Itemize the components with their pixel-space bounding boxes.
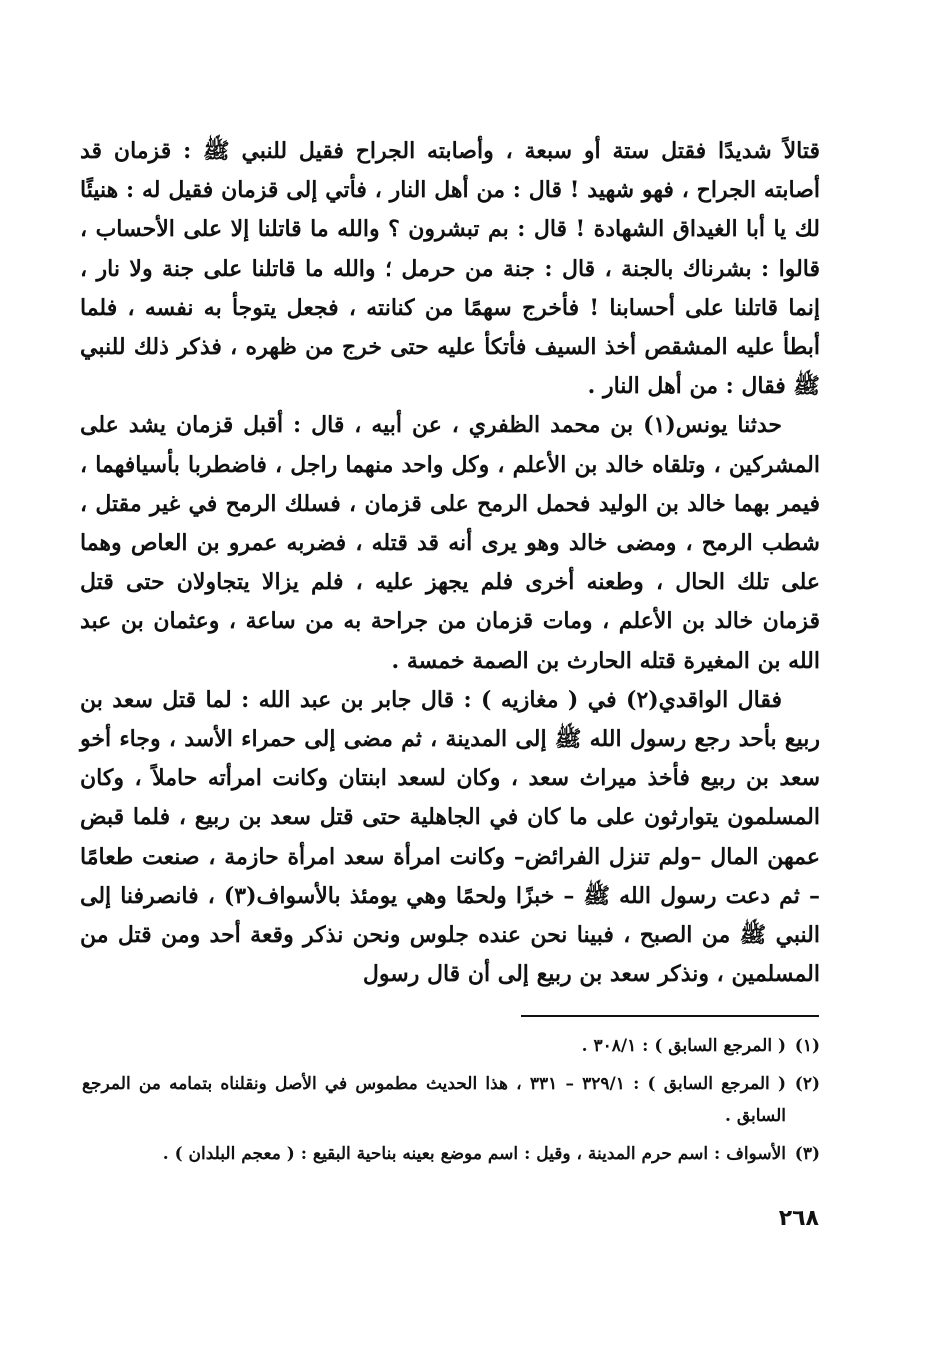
page-number: ٢٦٨ bbox=[778, 1206, 819, 1231]
footnote-2 bbox=[82, 1068, 820, 1132]
footnote-1 bbox=[82, 1030, 820, 1062]
footnote-number: (٣) bbox=[794, 1144, 820, 1164]
paragraph-3: فقال الواقدي(٢) في ( مغازيه ) : قال جابر بن عبد الله : لما قتل سعد بن ربيع بأحد رجع رسول الله ﷺ إلى المدينة ، ثم مضى إلى حمراء الأسد ، وجاء أخو سعد بن ربيع فأخذ ميراث سعد ، وكان لسعد ابنتان وكانت امرأته حاملاً ، وكان المسلمون يتوارثون على ما كان في الجاهلية حتى قتل سعد بن ربيع ، فلما قبض عمهن المال –ولم تنزل الفرائض– وكانت امرأة سعد امرأة حازمة ، صنعت طعامًا – ثم دعت رسول الله ﷺ – خبزًا ولحمًا وهي يومئذ بالأسواف(٣) ، فانصرفنا إلى النبي ﷺ من الصبح ، فبينا نحن عنده جلوس ونحن نذكر وقعة أحد ومن قتل من المسلمين ، ونذكر سعد بن ربيع إلى أن قال رسول bbox=[80, 686, 820, 988]
footnote-divider bbox=[521, 1015, 819, 1017]
paragraph-2: حدثنا يونس(١) بن محمد الظفري ، عن أبيه ، قال : أقبل قزمان يشد على المشركين ، وتلقاه خالد بن الأعلم ، وكل واحد منهما راجل ، فاضطربا بأسيافهما ، فيمر بهما خالد بن الوليد فحمل الرمح على قزمان ، فسلك الرمح في غير مقتل ، شطب الرمح ، ومضى خالد وهو يرى أنه قد قتله ، فضربه عمرو بن العاص وهما على تلك الحال ، وطعنه أخرى فلم يجهز عليه ، فلم يزالا يتجاولان حتى قتل قزمان خالد بن الأعلم ، ومات قزمان من جراحة به من ساعة ، وعثمان بن عبد الله بن المغيرة قتله الحارث بن الصمة خمسة . bbox=[80, 412, 820, 674]
footnote-number: (١) bbox=[794, 1036, 820, 1056]
footnote-number: (٢) bbox=[794, 1074, 821, 1094]
footnotes bbox=[82, 1030, 820, 1176]
footnote-3 bbox=[82, 1138, 820, 1170]
footnote-text: ( المرجع السابق ) : ٣٠٨/١ . bbox=[581, 1036, 786, 1056]
paragraph-1: قتالاً شديدًا فقتل ستة أو سبعة ، وأصابته الجراح فقيل للنبي ﷺ : قزمان قد أصابته الجراح ، فهو شهيد ! قال : من أهل النار ، فأتي إلى قزمان فقيل له : هنيئًا لك يا أبا الغيداق الشهادة ! قال : بم تبشرون ؟ والله ما قاتلنا إلا على الأحساب ، قالوا : بشرناك بالجنة ، قال : جنة من حرمل ؛ والله ما قاتلنا على جنة ولا نار ، إنما قاتلنا على أحسابنا ! فأخرج سهمًا من كنانته ، فجعل يتوجأ به نفسه ، فلما أبطأ عليه المشقص أخذ السيف فأتكأ عليه حتى خرج من ظهره ، فذكر ذلك للنبي ﷺ فقال : من أهل النار . bbox=[80, 138, 820, 400]
footnote-text: الأسواف : اسم حرم المدينة ، وقيل : اسم موضع بعينه بناحية البقيع : ( معجم البلدان ) . bbox=[162, 1144, 786, 1164]
footnote-text: ( المرجع السابق ) : ٣٢٩/١ – ٣٣١ ، هذا الحديث مطموس في الأصل ونقلناه بتمامه من المرجع السابق . bbox=[82, 1074, 787, 1126]
main-text bbox=[80, 132, 820, 994]
